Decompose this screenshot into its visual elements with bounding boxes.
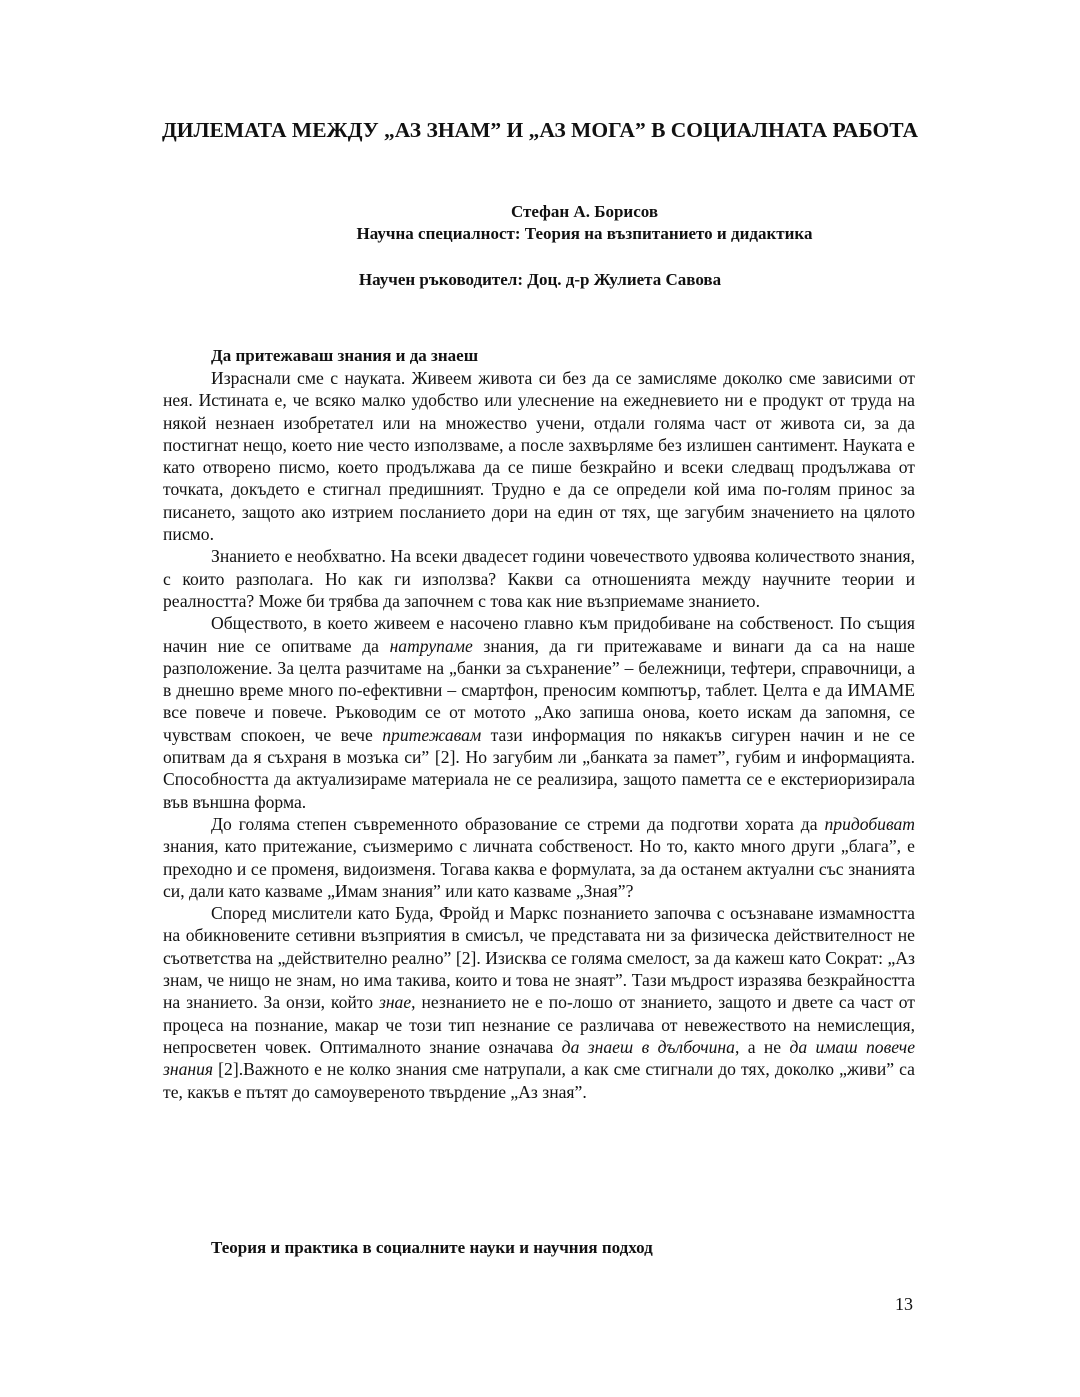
scientific-supervisor: Научен ръководител: Доц. д-р Жулиета Савова — [358, 270, 722, 289]
paragraph-3-emphasis-2: притежавам — [382, 724, 482, 745]
paragraph-1: Израснали сме с науката. Живеем живота си без да се замисляме доколко сме зависими от нея. Истината е, че всяко малко удобство или улеснение на ежедневието ни е продукт от труда на някой незнаен изобретател или на множество учени, отдали голяма част от живота си, за да постигнат нещо, което ние често използваме, а после захвърляме без излишен сантимент. Науката е като отворено писмо, което продължава да се пише безкрайно и всеки следващ продължава от точката, докъдето е стигнал предишният. Трудно е да се определи кой има по-голям принос за писането, защото ако изтрием посланието дори на един от тях, ще загубим значението на цялото писмо. — [163, 368, 915, 545]
page-number: 13 — [895, 1294, 913, 1314]
body-text — [163, 367, 915, 1103]
paragraph-3-emphasis-1: натрупаме — [389, 635, 473, 656]
paragraph-5-emphasis-3: да имаш повече знания — [163, 1036, 916, 1080]
section-heading-1: Да притежаваш знания и да знаеш — [211, 346, 479, 365]
page-title: ДИЛЕМАТА МЕЖДУ „АЗ ЗНАМ” И „АЗ МОГА” В СОЦИАЛНАТА РАБОТА — [161, 118, 919, 142]
paragraph-5-text-d: [2].Важното е не колко знания сме натрупали, а как сме стигнали до тях, доколко „живи” са те, какъв е пътят до самоувереното твърдение „Аз зная”. — [163, 1059, 915, 1102]
paragraph-3-text-c: тази информация по някакъв сигурен начин и не се опитвам да я съхраня в мозъка си” [2]. Но загубим ли „банката за памет”, губим и информацията. Способността да актуализираме материала не се реализира, защото паметта се е екстериоризирала във външна форма. — [163, 724, 915, 812]
paragraph-3-text-b: знания, да ги притежаваме и винаги да са на наше разположение. За целта разчитаме на „банки за съхранение” – бележници, тефтери, справочници, а в днешно време много по-ефективни – смартфон, преносим компютър, таблет. Целта е да ИМАМЕ все повече и повече. Ръководим се от мотото „Ако запиша онова, което искам да запомня, се чувствам спокоен, че вече — [163, 635, 915, 745]
paragraph-5-text-a: Според мислители като Буда, Фройд и Маркс познанието започва с осъзнаване измамността на обикновените сетивни възприятия в смисъл, че представата ни за физическа действителност не съответства на „действително реално” [2]. Изисква се голяма смелост, за да кажеш като Сократ: „Аз знам, че нищо не знам, но има такива, които и това не знаят”. Тази мъдрост изразява безкрайността на знанието. За онзи, който — [163, 903, 915, 1013]
scientific-specialty: Научна специалност: Теория на възпитанието и дидактика — [356, 224, 813, 243]
paragraph-5-text-b: , незнанието не е по-лошо от знанието, защото и двете са част от процеса на познание, макар че този тип незнание се различава от невежеството на немислещия, непросветен човек. Оптималното знание означава — [163, 992, 915, 1057]
paragraph-5-text-c: , а не — [734, 1036, 790, 1057]
paragraph-5-emphasis-2: да знаеш в дълбочина — [561, 1036, 735, 1057]
paragraph-5 — [163, 902, 915, 1103]
paragraph-4-text-b: знания, като притежание, съизмеримо с личната собственост. Но то, както много други „блага”, е преходно и се променя, видоизменя. Тогава каква е формулата, за да останем актуални със знанията си, дали като казваме „Имам знания” или като казваме „Зная”? — [163, 836, 915, 901]
paragraph-5-emphasis-1: знае — [378, 992, 412, 1013]
paragraph-4-text-a: До голяма степен съвременното образование се стреми да подготви хората да — [211, 813, 825, 834]
paragraph-3-text-a: Обществото, в което живеем е насочено главно към придобиване на собственост. По същия начин ние се опитваме да — [163, 613, 915, 656]
section-heading-2: Теория и практика в социалните науки и научния подход — [211, 1238, 653, 1257]
paragraph-2: Знанието е необхватно. На всеки двадесет години човечеството удвоява количеството знания, с които разполага. Но как ги използва? Какви са отношенията между научните теории и реалността? Може би трябва да започнем с това как ние възприемаме знанието. — [163, 546, 915, 611]
paragraph-4 — [163, 813, 915, 902]
paragraph-4-emphasis-1: придобиват — [824, 813, 915, 834]
paragraph-3 — [163, 612, 915, 813]
author-name: Стефан А. Борисов — [510, 202, 659, 221]
